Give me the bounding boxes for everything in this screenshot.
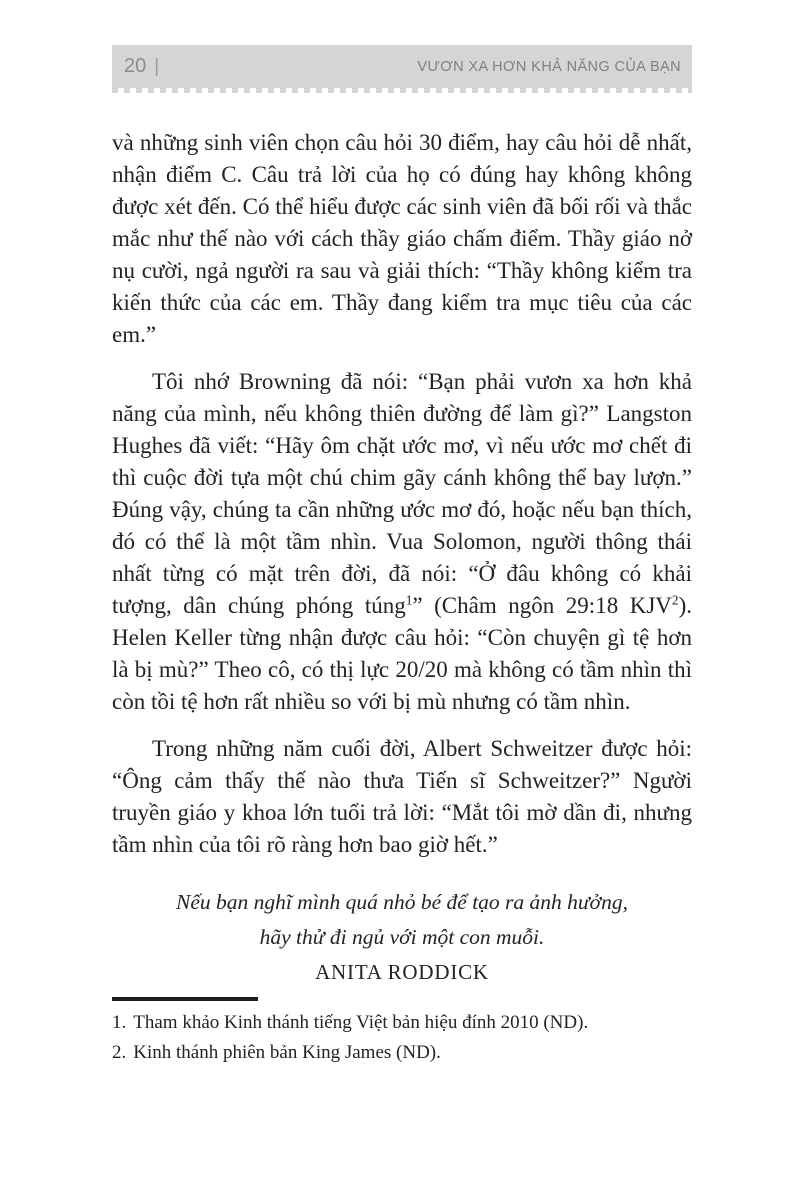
quote-attribution: ANITA RODDICK <box>315 960 489 984</box>
footnote-item <box>112 1038 692 1068</box>
paragraph <box>112 127 692 351</box>
footnote-number: 2. <box>112 1042 127 1063</box>
page-number-separator: | <box>154 55 160 77</box>
quote-line: Nếu bạn nghĩ mình quá nhỏ bé để tạo ra ảnh hưởng, <box>176 890 628 914</box>
page-content <box>112 127 692 1068</box>
body-paragraphs <box>112 127 692 861</box>
quote-lines <box>112 885 692 955</box>
paragraph <box>112 733 692 861</box>
footnote-rule <box>112 997 258 1001</box>
paragraph-text: ” (Châm ngôn 29:18 KJV <box>412 593 672 618</box>
quote-block <box>112 885 692 985</box>
footnotes <box>112 1008 692 1068</box>
running-head-title: VƯƠN XA HƠN KHẢ NĂNG CỦA BẠN <box>417 58 681 75</box>
footnote-item <box>112 1008 692 1038</box>
footnote-number: 1. <box>112 1012 127 1033</box>
page-number: 20 <box>124 55 147 77</box>
footnote-text: Tham khảo Kinh thánh tiếng Việt bản hiệu đính 2010 (ND). <box>133 1012 589 1033</box>
quote-line: hãy thử đi ngủ với một con muỗi. <box>259 925 545 949</box>
footnote-text: Kinh thánh phiên bản King James (ND). <box>133 1042 441 1063</box>
footnote-marker: 2 <box>671 592 679 608</box>
paragraph-text: và những sinh viên chọn câu hỏi 30 điểm, hay câu hỏi dễ nhất, nhận điểm C. Câu trả lời của họ có đúng hay không không được xét đến. Có thể hiểu được các sinh viên đã bối rối và thắc mắc như thế nào với cách thầy giáo chấm điểm. Thầy giáo nở nụ cười, ngả người ra sau và giải thích: “Thầy không kiểm tra kiến thức của các em. Thầy đang kiểm tra mục tiêu của các em.” <box>112 130 692 347</box>
paragraph-text: Trong những năm cuối đời, Albert Schweitzer được hỏi: “Ông cảm thấy thế nào thưa Tiến sĩ Schweitzer?” Người truyền giáo y khoa lớn tuổi trả lời: “Mắt tôi mờ dần đi, nhưng tầm nhìn của tôi rõ ràng hơn bao giờ hết.” <box>112 736 692 857</box>
paragraph-text: ). Helen Keller từng nhận được câu hỏi: “Còn chuyện gì tệ hơn là bị mù?” Theo cô, có thị lực 20/20 mà không có tầm nhìn thì còn tồi tệ hơn rất nhiều so với bị mù nhưng có tầm nhìn. <box>112 593 692 714</box>
paragraph-text: Tôi nhớ Browning đã nói: “Bạn phải vươn xa hơn khả năng của mình, nếu không thiên đường để làm gì?” Langston Hughes đã viết: “Hãy ôm chặt ước mơ, vì nếu ước mơ chết đi thì cuộc đời tựa một chú chim gãy cánh không thể bay lượn.” Đúng vậy, chúng ta cần những ước mơ đó, hoặc nếu bạn thích, đó có thể là một tầm nhìn. Vua Solomon, người thông thái nhất từng có mặt trên đời, đã nói: “Ở đâu không có khải tượng, dân chúng phóng túng <box>112 369 692 618</box>
footnote-marker: 1 <box>405 592 413 608</box>
running-header <box>112 45 692 88</box>
paragraph <box>112 366 692 718</box>
page-number-group <box>124 55 159 78</box>
